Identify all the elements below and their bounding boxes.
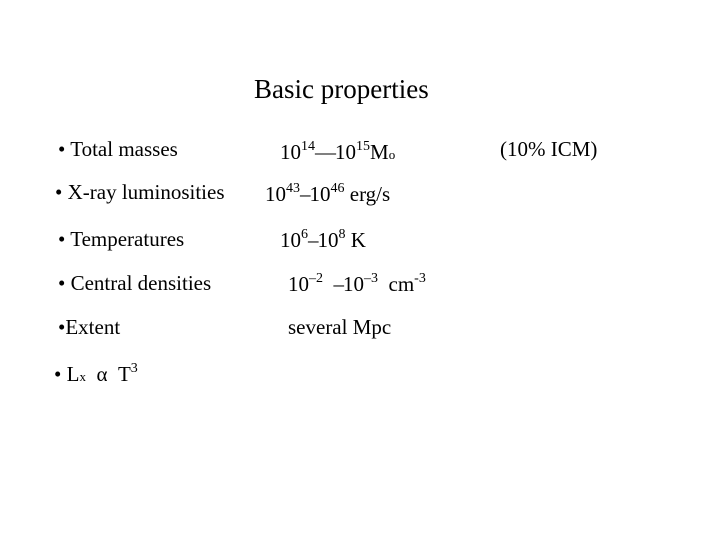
bullet: •: [54, 362, 62, 386]
luminosity-symbol: L: [66, 362, 80, 386]
value-exponent: –3: [364, 271, 378, 286]
value-unit: cm: [388, 272, 415, 296]
value-total-masses: [280, 139, 396, 164]
value-base: 10: [317, 228, 339, 252]
value-base: 10: [265, 182, 286, 206]
value-central-densities: [288, 271, 426, 296]
value-base: 10: [335, 140, 356, 164]
label-extent: •Extent: [58, 315, 121, 339]
value-base: 10: [309, 182, 331, 206]
value-exponent: 8: [338, 227, 346, 242]
value-range-separator: —: [315, 140, 335, 164]
value-range-separator: –: [333, 272, 343, 296]
icm-note: (10% ICM): [500, 137, 598, 161]
value-unit: K: [350, 228, 366, 252]
value-unit: erg/s: [349, 182, 391, 206]
temperature-exponent: 3: [130, 361, 138, 376]
temperature-symbol: T: [117, 362, 131, 386]
label-total-masses: • Total masses: [58, 137, 178, 161]
value-exponent: 43: [286, 181, 300, 196]
value-unit: M: [370, 140, 389, 164]
label-xray-luminosities: • X-ray luminosities: [55, 180, 225, 204]
value-range-separator: –: [308, 228, 318, 252]
value-base: 10: [288, 272, 309, 296]
value-exponent: 14: [301, 139, 315, 154]
value-base: 10: [280, 228, 301, 252]
value-base: 10: [343, 272, 364, 296]
unit-exponent: -3: [414, 271, 426, 286]
value-exponent: –2: [309, 271, 323, 286]
value-xray-luminosities: [265, 181, 391, 206]
value-range-separator: –: [300, 182, 310, 206]
value-extent: several Mpc: [288, 315, 392, 339]
scaling-relation: [54, 361, 138, 386]
slide-title: Basic properties: [254, 74, 429, 104]
value-base: 10: [280, 140, 301, 164]
label-central-densities: • Central densities: [58, 271, 212, 295]
value-temperatures: [280, 227, 366, 252]
luminosity-subscript: x: [79, 369, 86, 384]
solar-symbol: o: [388, 147, 396, 162]
value-exponent: 6: [301, 227, 308, 242]
label-temperatures: • Temperatures: [58, 227, 185, 251]
proportional-symbol: α: [96, 362, 108, 386]
value-exponent: 15: [356, 139, 370, 154]
value-exponent: 46: [330, 181, 345, 196]
